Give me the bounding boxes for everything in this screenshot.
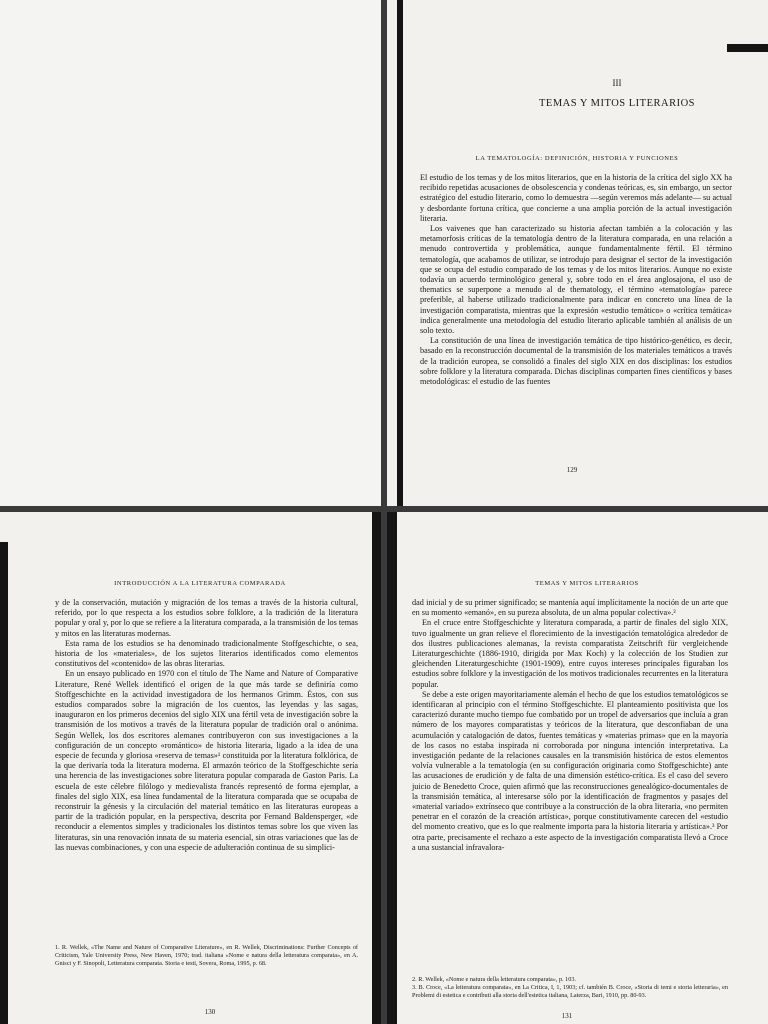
blank-page bbox=[0, 0, 381, 506]
footnote-text: 3. B. Croce, «La letteratura comparata», en La Critica, I, 1, 1903; cf. también B. Croce, «Storia di temi e storia letteraria», en Problemi di estetica e contributi alla storia dell'estetica italiana, Laterza, Bari, 1910, pp. 80-93. bbox=[412, 984, 728, 999]
page-number: 129 bbox=[566, 466, 578, 474]
running-head: INTRODUCCIÓN A LA LITERATURA COMPARADA bbox=[114, 580, 286, 587]
footnotes bbox=[412, 976, 728, 1000]
page-131 bbox=[387, 512, 768, 1024]
edge-mark bbox=[727, 44, 768, 52]
page-number: 131 bbox=[561, 1012, 573, 1020]
footnote-text: 1. R. Wellek, «The Name and Nature of Comparative Literature», en R. Wellek, Discriminations: Further Concepts of Criticism, Yale University Press, New Haven, 1970; trad. italiana «Nome e natura della letteratura comparata», en A. Gnisci y F. Sinopoli, Letteratura comparata. Storia e testi, Sovera, Roma, 1995, p. 68. bbox=[55, 944, 358, 967]
section-title: LA TEMATOLOGÍA: DEFINICIÓN, HISTORIA Y FUNCIONES bbox=[475, 155, 679, 162]
paragraph: Se debe a este origen mayoritariamente alemán el hecho de que los estudios tematológicos se identificaran al principio con el término Stoffgeschichte. El planteamiento positivista que los caracterizó durante mucho tiempo fue combatido por un tropel de adversarios que incluía a gran número de los mayores comparatistas y teóricos de la literatura, que desconfiaban de una acumulación y catalogación de datos, fuentes temáticas y «materias primas» que en la mayoría de los casos no estaba inspirada ni corroborada por ninguna intención interpretativa. La investigación pedante de la relaciones causales en la transmisión histórica de estos elementos volvía vulnerable a la tematología (en su configuración originaria como Stoffgeschichte) ante las acusaciones de erudición y de falta de una dimensión estético-crítica. Es el caso del severo juicio de Benedetto Croce, quien afirmó que las reconstrucciones genealógico-documentales de la transmisión temática, al interesarse sólo por la identificación de fragmentos y pasajes del «material variado» extrínseco que contribuye a la construcción de la obra literaria, «no permiten penetrar en el corazón de la creación artística», porque constitutivamente carecen del «estudio del momento creativo, que es lo que realmente importa para la historia literaria y artística».³ Por otra parte, precisamente el rechazo a este aspecto de la investigación comparatista llevó a Croce a una sustancial infravalora- bbox=[412, 689, 728, 852]
paragraph: La constitución de una línea de investigación temática de tipo histórico-genético, es decir, basado en la reconstrucción documental de la transmisión de los materiales temáticos a través de la tradición europea, se consolidó a finales del siglo XIX en dos disciplinas: los estudios sobre folklore y la literatura comparada. Dichas disciplinas comparten fines científicos y bases metodológicas: el estudio de las fuentes bbox=[420, 336, 732, 387]
binding-shadow bbox=[372, 512, 381, 1024]
paragraph: El estudio de los temas y de los mitos literarios, que en la historia de la crítica del siglo XX ha recibido repetidas acusaciones de obsolescencia y condenas teóricas, es, sin embargo, un sector estratégico del estudio literario, como lo demuestra —según veremos más adelante— su actual y desbordante fortuna crítica, que concierne a una amplia porción de la actual investigación literaria. bbox=[420, 173, 732, 223]
page-129 bbox=[387, 0, 768, 506]
page-130 bbox=[0, 512, 381, 1024]
body-text bbox=[420, 173, 732, 387]
binding-shadow bbox=[397, 0, 403, 506]
paragraph: En el cruce entre Stoffgeschichte y literatura comparada, a partir de finales del siglo XIX, tuvo igualmente un gran relieve el florecimiento de la investigación tematológica alrededor de dos ilustres publicaciones alemanas, la revista comparatista Zeitschrift für vergleichende Literaturgeschichte (1886-1910, dirigida por Max Koch) y la colección de los Studien zur gleichenden Literaturgeschichte (1901-1909), entre cuyos intereses principales figuraban los estudios sobre folklore y la investigación de los motivos tradicionales recurrentes en la literatura popular. bbox=[412, 618, 728, 689]
chapter-title: TEMAS Y MITOS LITERARIOS bbox=[539, 98, 695, 109]
footnote bbox=[55, 944, 358, 968]
paragraph: Los vaivenes que han caracterizado su historia afectan también a la colocación y las metamorfosis críticas de la tematología dentro de la literatura comparada, en una relación a menudo controvertida y problemática, aunque fundamentalmente fértil. El término tematología, que acabamos de utilizar, se introdujo para designar el sector de la investigación que se ocupa del estudio comparado de los temas y de los mitos literarios. Aunque no existe todavía un acuerdo terminológico general y, sobre todo en el área anglosajona, el uso de thematics se superpone a menudo al de thematology, el término «tematología» parece preferible, al haberse utilizado tradicionalmente para indicar en concreto una línea de la investigación comparatista, mientras que la expresión «estudio temático» o «crítica temática» indica generalmente una metodología del estudio literario aplicable también al análisis de un solo texto. bbox=[420, 224, 732, 336]
footnote-text: 2. R. Wellek, «Nome e natura della letteratura comparata», p. 103. bbox=[412, 976, 576, 983]
paragraph: En un ensayo publicado en 1970 con el título de The Name and Nature of Comparative Literature, René Wellek identificó el origen de la que más tarde se definiría como Stoffgeschichte en la actividad investigadora de los hermanos Grimm. Éstos, con sus estudios comparados sobre la migración de los cuentos, las leyendas y las sagas, inauguraron en los primeros decenios del siglo XIX una fértil veta de investigación sobre la transmisión de los motivos a través de la literatura popular de tradición oral o anónima. Según Wellek, los dos escritores alemanes contribuyeron con sus investigaciones a la configuración de un concepto «romántico» de historia literaria, ligado a la idea de una especie de fecunda y gloriosa «reserva de temas»¹ constituida por la literatura folklórica, de la que derivaría toda la literatura moderna. El armazón teórico de la Stoffgeschichte sería una herencia de las investigaciones sobre literatura popular comparada de Gaston Paris. La escuela de este célebre filólogo y medievalista francés representó de forma ejemplar, a finales del siglo XIX, esa línea fundamental de la literatura comparada que se ocupaba de reconstruir la génesis y la circulación del material temático en las literaturas europeas a partir de la tradición popular, en la perspectiva, descrita por Fernand Baldensperger, «de reconducir a elementos simples y tradicionales los distintos temas sobre los que viven las literaturas, sin una renovación innata de su materia esencial, sin otras variaciones que las de las nuevas combinaciones, y con una especie de adulteración continua de su simplici- bbox=[55, 669, 358, 852]
body-text bbox=[55, 598, 358, 853]
chapter-number: III bbox=[612, 78, 622, 88]
paragraph: dad inicial y de su primer significado; se mantenía aquí implícitamente la noción de un arte que en su momento «emanó», en su pureza absoluta, de un alma popular colectiva».² bbox=[412, 598, 728, 618]
binding-shadow bbox=[387, 512, 397, 1024]
page-number: 130 bbox=[204, 1008, 216, 1016]
running-head: TEMAS Y MITOS LITERARIOS bbox=[535, 580, 639, 587]
binding-shadow bbox=[0, 542, 8, 1024]
paragraph: Esta rama de los estudios se ha denominado tradicionalmente Stoffgeschichte, o sea, historia de los «materiales», de los sujetos literarios identificados como elementos constitutivos del «contenido» de las obras literarias. bbox=[55, 638, 358, 669]
paragraph: y de la conservación, mutación y migración de los temas a través de la historia cultural, referido, por lo que respecta a los estudios sobre folklore, a la tradición de la literatura popular y oral y, por lo que se refiere a la literatura comparada, a la transmisión de los temas y mitos en las literaturas modernas. bbox=[55, 598, 358, 638]
body-text bbox=[412, 598, 728, 853]
